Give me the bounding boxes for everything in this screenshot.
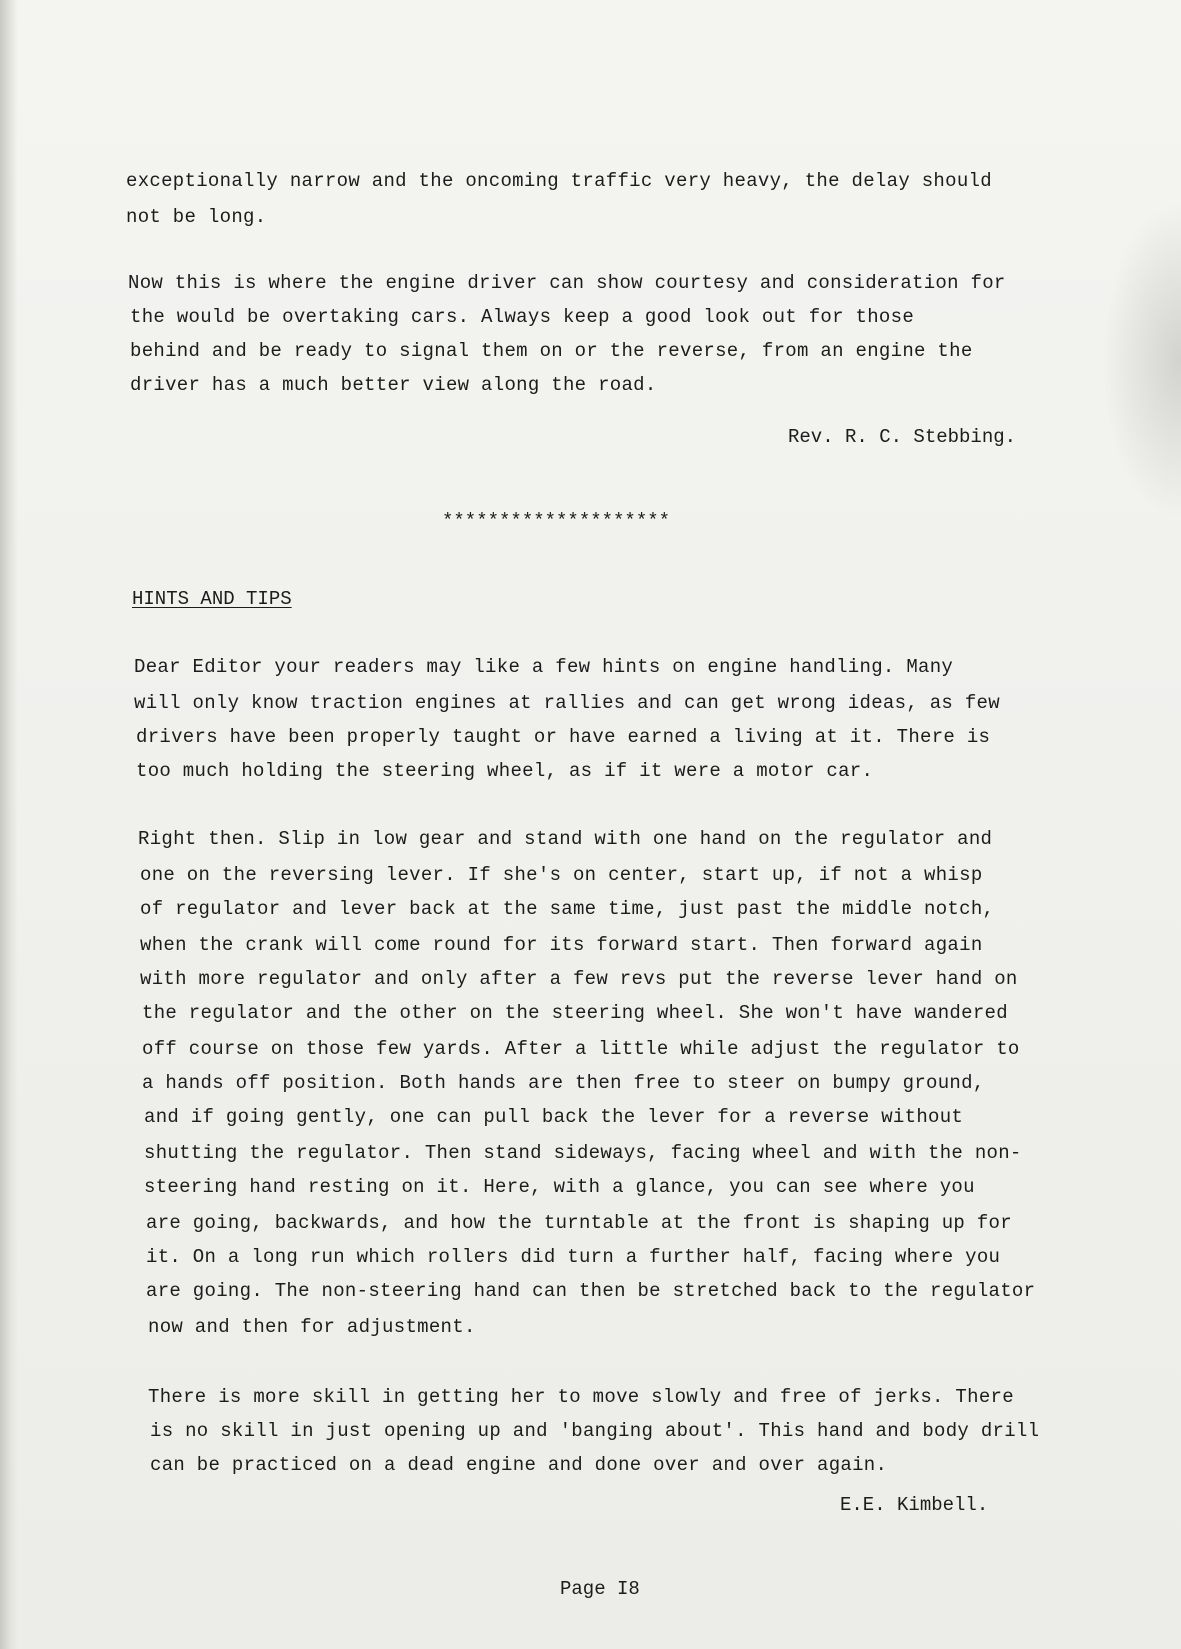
courtesy-line: behind and be ready to signal them on or the reverse, from an engine the bbox=[130, 340, 973, 362]
page-number: Page I8 bbox=[560, 1578, 640, 1600]
hints-line: are going, backwards, and how the turntable at the front is shaping up for bbox=[146, 1212, 1012, 1234]
hints-line: shutting the regulator. Then stand sideways, facing wheel and with the non- bbox=[144, 1142, 1022, 1164]
intro-line: exceptionally narrow and the oncoming traffic very heavy, the delay should bbox=[126, 170, 992, 192]
hints-line: There is more skill in getting her to move slowly and free of jerks. There bbox=[148, 1386, 1014, 1408]
section-heading: HINTS AND TIPS bbox=[132, 588, 292, 610]
hints-line: too much holding the steering wheel, as if it were a motor car. bbox=[136, 760, 874, 782]
courtesy-line: driver has a much better view along the road. bbox=[130, 374, 657, 396]
hints-line: with more regulator and only after a few revs put the reverse lever hand on bbox=[140, 968, 1018, 990]
hints-line: one on the reversing lever. If she's on center, start up, if not a whisp bbox=[140, 864, 983, 886]
section-separator: ******************** bbox=[442, 510, 671, 532]
courtesy-line: Now this is where the engine driver can show courtesy and consideration for bbox=[128, 272, 1006, 294]
signature-kimbell: E.E. Kimbell. bbox=[840, 1494, 989, 1516]
courtesy-line: the would be overtaking cars. Always keep a good look out for those bbox=[130, 306, 915, 328]
hints-line: off course on those few yards. After a little while adjust the regulator to bbox=[142, 1038, 1020, 1060]
intro-line: not be long. bbox=[126, 206, 267, 228]
page-bleed-shadow bbox=[1101, 200, 1181, 520]
hints-line: of regulator and lever back at the same time, just past the middle notch, bbox=[140, 898, 995, 920]
hints-line: it. On a long run which rollers did turn a further half, facing where you bbox=[146, 1246, 1001, 1268]
hints-line: steering hand resting on it. Here, with a glance, you can see where you bbox=[144, 1176, 975, 1198]
hints-line: can be practiced on a dead engine and done over and over again. bbox=[150, 1454, 888, 1476]
signature-stebbing: Rev. R. C. Stebbing. bbox=[788, 426, 1017, 448]
hints-line: now and then for adjustment. bbox=[148, 1316, 476, 1338]
hints-line: and if going gently, one can pull back the lever for a reverse without bbox=[144, 1106, 964, 1128]
hints-line: are going. The non-steering hand can then be stretched back to the regulator bbox=[146, 1280, 1036, 1302]
page-edge-shadow bbox=[0, 0, 18, 1649]
hints-line: when the crank will come round for its forward start. Then forward again bbox=[140, 934, 983, 956]
hints-line: Right then. Slip in low gear and stand with one hand on the regulator and bbox=[138, 828, 993, 850]
hints-line: drivers have been properly taught or have earned a living at it. There is bbox=[136, 726, 991, 748]
hints-line: will only know traction engines at rallies and can get wrong ideas, as few bbox=[134, 692, 1000, 714]
hints-line: is no skill in just opening up and 'banging about'. This hand and body drill bbox=[150, 1420, 1040, 1442]
hints-line: the regulator and the other on the steering wheel. She won't have wandered bbox=[142, 1002, 1008, 1024]
hints-line: Dear Editor your readers may like a few hints on engine handling. Many bbox=[134, 656, 954, 678]
hints-line: a hands off position. Both hands are then free to steer on bumpy ground, bbox=[142, 1072, 985, 1094]
